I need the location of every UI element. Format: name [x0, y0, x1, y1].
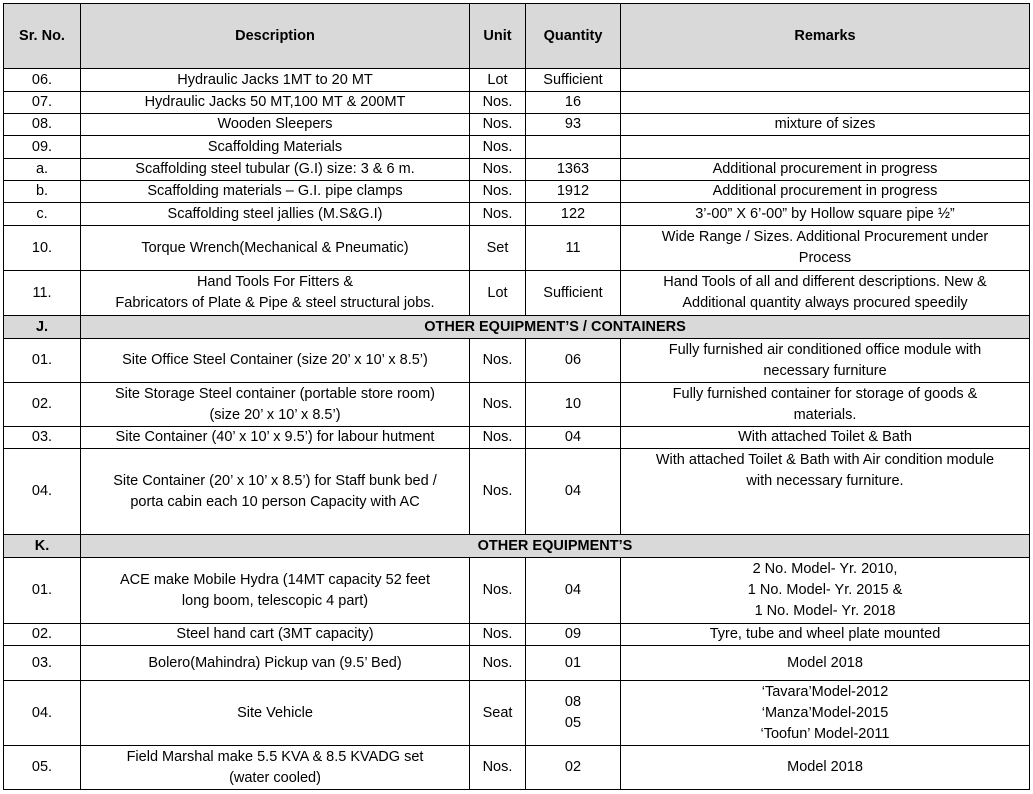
desc-cell: Hydraulic Jacks 50 MT,100 MT & 200MT [81, 92, 470, 114]
remarks-line: ‘Manza’Model-2015 [761, 704, 889, 721]
unit-cell: Nos. [470, 383, 526, 427]
remarks-line: 2 No. Model- Yr. 2010, [752, 561, 898, 577]
qty-cell: 10 [526, 383, 621, 427]
table-row [4, 136, 1030, 159]
remarks-cell: With attached Toilet & Bath [621, 427, 1030, 449]
unit-cell: Nos. [470, 746, 526, 790]
unit-cell: Set [470, 226, 526, 271]
qty-cell: Sufficient [526, 271, 621, 316]
remarks-cell [621, 226, 1030, 271]
desc-line: long boom, telescopic 4 part) [181, 592, 369, 609]
desc-cell: Hydraulic Jacks 1MT to 20 MT [81, 69, 470, 92]
table-row [4, 746, 1030, 790]
qty-cell: 09 [526, 624, 621, 646]
desc-cell: Bolero(Mahindra) Pickup van (9.5’ Bed) [81, 646, 470, 681]
desc-cell [81, 271, 470, 316]
remarks-cell [621, 271, 1030, 316]
remarks-cell: mixture of sizes [621, 114, 1030, 136]
desc-cell: Scaffolding materials – G.I. pipe clamps [81, 181, 470, 203]
qty-cell: 01 [526, 646, 621, 681]
remarks-cell [621, 69, 1030, 92]
remarks-line: Process [798, 250, 852, 266]
sr-cell: b. [4, 181, 81, 203]
desc-cell: Site Container (40’ x 10’ x 9.5’) for labour hutment [81, 427, 470, 449]
remarks-cell [621, 383, 1030, 427]
qty-cell: 1912 [526, 181, 621, 203]
qty-cell: 11 [526, 226, 621, 271]
remarks-cell: Additional procurement in progress [621, 159, 1030, 181]
desc-cell: Torque Wrench(Mechanical & Pneumatic) [81, 226, 470, 271]
section-header-j [4, 316, 1030, 339]
desc-cell: Scaffolding steel jallies (M.S&G.I) [81, 203, 470, 226]
col-unit: Unit [470, 4, 526, 69]
remarks-cell [621, 339, 1030, 383]
desc-line: Site Container (20’ x 10’ x 8.5’) for Staff bunk bed / [113, 472, 437, 489]
remarks-cell: 3’-00” X 6’-00” by Hollow square pipe ½” [621, 203, 1030, 226]
unit-cell: Nos. [470, 114, 526, 136]
equipment-table [3, 3, 1030, 790]
sr-cell: 02. [4, 383, 81, 427]
sr-cell: 06. [4, 69, 81, 92]
col-remarks: Remarks [621, 4, 1030, 69]
desc-line: (size 20’ x 10’ x 8.5’) [209, 406, 341, 423]
desc-cell: Scaffolding Materials [81, 136, 470, 159]
qty-cell: 93 [526, 114, 621, 136]
remarks-line: ‘Toofun’ Model-2011 [760, 725, 890, 742]
desc-cell [81, 746, 470, 790]
table-row [4, 203, 1030, 226]
unit-cell: Nos. [470, 339, 526, 383]
sr-cell: 03. [4, 646, 81, 681]
sr-cell: 09. [4, 136, 81, 159]
sr-cell: 04. [4, 449, 81, 535]
remarks-cell: Model 2018 [621, 746, 1030, 790]
desc-line: ACE make Mobile Hydra (14MT capacity 52 feet [119, 571, 430, 588]
unit-cell: Nos. [470, 136, 526, 159]
desc-line: Site Storage Steel container (portable store room) [115, 385, 435, 402]
sr-cell: a. [4, 159, 81, 181]
desc-cell: Wooden Sleepers [81, 114, 470, 136]
col-quantity: Quantity [526, 4, 621, 69]
qty-cell: Sufficient [526, 69, 621, 92]
qty-cell: 04 [526, 558, 621, 624]
qty-cell: 122 [526, 203, 621, 226]
table-row [4, 339, 1030, 383]
table-row [4, 383, 1030, 427]
sr-cell: 01. [4, 339, 81, 383]
remarks-line: Additional quantity always procured speedily [682, 295, 968, 311]
remarks-cell: Tyre, tube and wheel plate mounted [621, 624, 1030, 646]
table-row [4, 558, 1030, 624]
table-row [4, 159, 1030, 181]
sr-cell: 04. [4, 681, 81, 746]
table-row [4, 681, 1030, 746]
sr-cell: 02. [4, 624, 81, 646]
remarks-line: 1 No. Model- Yr. 2018 [754, 603, 896, 619]
remarks-line: with necessary furniture. [746, 473, 904, 489]
qty-line: 08 [564, 694, 582, 710]
table-row [4, 69, 1030, 92]
section-header-k [4, 535, 1030, 558]
qty-cell [526, 136, 621, 159]
sr-cell: 10. [4, 226, 81, 271]
desc-line: Hand Tools For Fitters & [196, 274, 354, 290]
remarks-cell [621, 92, 1030, 114]
desc-line: Fabricators of Plate & Pipe & steel structural jobs. [115, 295, 435, 311]
remarks-cell [621, 681, 1030, 746]
remarks-line: With attached Toilet & Bath with Air condition module [655, 452, 995, 468]
remarks-cell [621, 558, 1030, 624]
desc-line: (water cooled) [229, 769, 321, 786]
remarks-line: Fully furnished container for storage of goods & [672, 385, 978, 402]
qty-cell: 16 [526, 92, 621, 114]
qty-cell: 1363 [526, 159, 621, 181]
desc-cell [81, 558, 470, 624]
remarks-line: materials. [793, 406, 857, 423]
remarks-cell [621, 449, 1030, 535]
table-row [4, 624, 1030, 646]
section-title: OTHER EQUIPMENT’S [81, 535, 1030, 558]
remarks-line: Wide Range / Sizes. Additional Procurement under [661, 229, 989, 245]
unit-cell: Nos. [470, 159, 526, 181]
section-code: J. [4, 316, 81, 339]
sr-cell: 01. [4, 558, 81, 624]
remarks-cell: Model 2018 [621, 646, 1030, 681]
sr-cell: c. [4, 203, 81, 226]
section-code: K. [4, 535, 81, 558]
desc-line: Field Marshal make 5.5 KVA & 8.5 KVADG set [126, 748, 424, 765]
unit-cell: Nos. [470, 558, 526, 624]
qty-cell: 04 [526, 427, 621, 449]
desc-cell: Scaffolding steel tubular (G.I) size: 3 & 6 m. [81, 159, 470, 181]
unit-cell: Lot [470, 69, 526, 92]
desc-cell [81, 383, 470, 427]
unit-cell: Nos. [470, 646, 526, 681]
col-sr-no: Sr. No. [4, 4, 81, 69]
qty-cell: 02 [526, 746, 621, 790]
unit-cell: Nos. [470, 181, 526, 203]
sr-cell: 08. [4, 114, 81, 136]
table-row [4, 427, 1030, 449]
desc-cell: Steel hand cart (3MT capacity) [81, 624, 470, 646]
col-description: Description [81, 4, 470, 69]
remarks-line: necessary furniture [763, 362, 887, 379]
table-row [4, 449, 1030, 535]
desc-line: porta cabin each 10 person Capacity with AC [130, 493, 420, 510]
table-row [4, 114, 1030, 136]
unit-cell: Lot [470, 271, 526, 316]
unit-cell: Seat [470, 681, 526, 746]
unit-cell: Nos. [470, 624, 526, 646]
desc-cell: Site Vehicle [81, 681, 470, 746]
qty-line: 05 [564, 715, 582, 731]
table-row [4, 226, 1030, 271]
unit-cell: Nos. [470, 427, 526, 449]
unit-cell: Nos. [470, 203, 526, 226]
qty-cell: 06 [526, 339, 621, 383]
remarks-line: Hand Tools of all and different descriptions. New & [663, 274, 987, 290]
section-title: OTHER EQUIPMENT’S / CONTAINERS [81, 316, 1030, 339]
desc-cell [81, 449, 470, 535]
qty-cell: 04 [526, 449, 621, 535]
table-row [4, 181, 1030, 203]
table-row [4, 92, 1030, 114]
unit-cell: Nos. [470, 92, 526, 114]
unit-cell: Nos. [470, 449, 526, 535]
sr-cell: 05. [4, 746, 81, 790]
sr-cell: 07. [4, 92, 81, 114]
desc-cell: Site Office Steel Container (size 20’ x 10’ x 8.5’) [81, 339, 470, 383]
sr-cell: 11. [4, 271, 81, 316]
table-row [4, 646, 1030, 681]
remarks-cell [621, 136, 1030, 159]
remarks-cell: Additional procurement in progress [621, 181, 1030, 203]
table-row [4, 271, 1030, 316]
header-row [4, 4, 1030, 69]
remarks-line: 1 No. Model- Yr. 2015 & [747, 582, 903, 598]
remarks-line: ‘Tavara’Model-2012 [761, 683, 889, 700]
remarks-line: Fully furnished air conditioned office module with [668, 341, 982, 358]
sr-cell: 03. [4, 427, 81, 449]
qty-cell [526, 681, 621, 746]
